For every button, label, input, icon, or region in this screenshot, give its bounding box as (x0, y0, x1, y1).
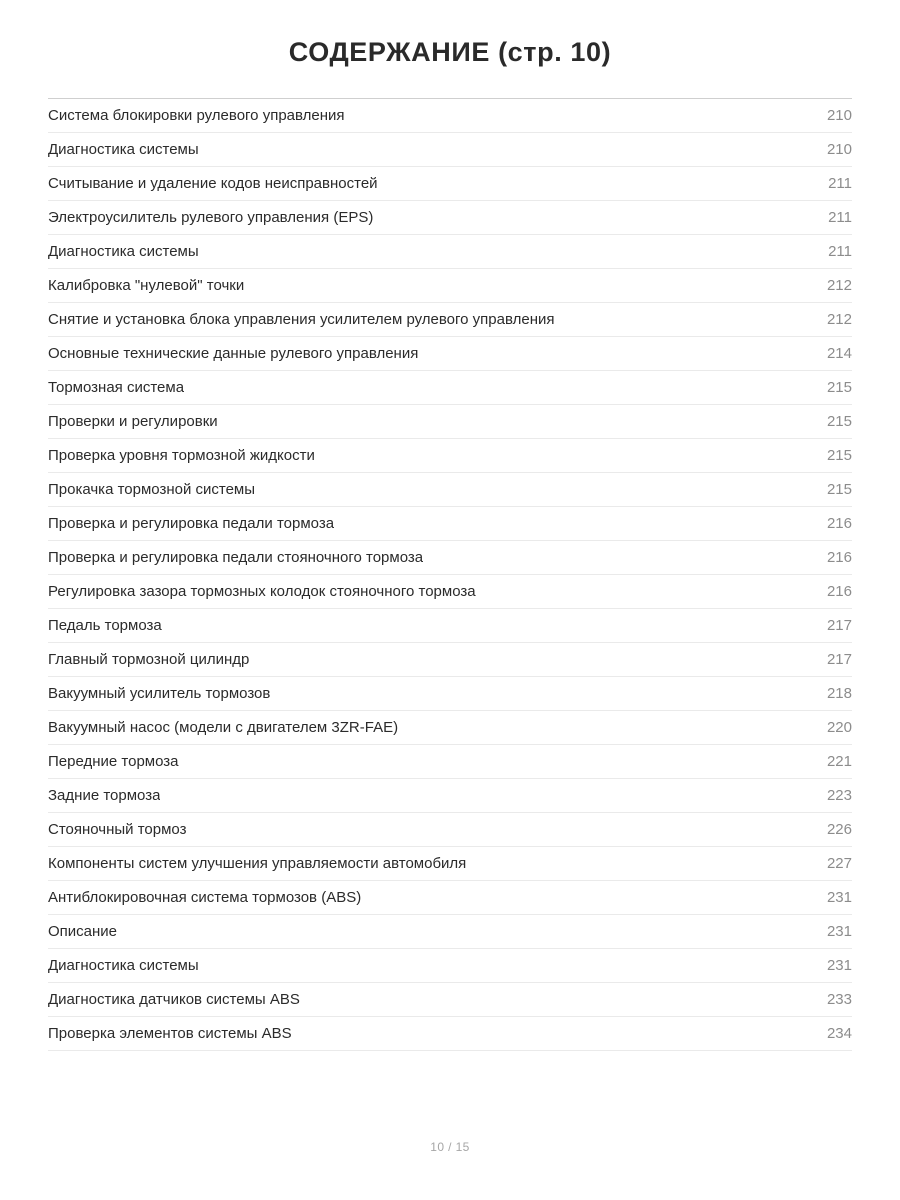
toc-entry-title: Прокачка тормозной системы (48, 480, 256, 498)
toc-entry-page-number: 217 (826, 616, 852, 634)
toc-entry-title: Диагностика системы (48, 242, 199, 260)
page-footer (0, 1138, 900, 1200)
toc-entry[interactable] (48, 847, 852, 881)
toc-entry-page-number: 234 (826, 1024, 852, 1042)
toc-entry-page-number: 216 (826, 548, 852, 566)
toc-entry-title: Основные технические данные рулевого управления (48, 344, 419, 362)
toc-entry[interactable] (48, 473, 852, 507)
toc-entry[interactable] (48, 167, 852, 201)
toc-entry[interactable] (48, 201, 852, 235)
toc-entry-page-number: 217 (826, 650, 852, 668)
toc-entry-title: Калибровка "нулевой" точки (48, 276, 245, 294)
toc-entry-title: Педаль тормоза (48, 616, 162, 634)
toc-entry-title: Считывание и удаление кодов неисправностей (48, 174, 378, 192)
toc-entry[interactable] (48, 99, 852, 133)
toc-entry-title: Вакуумный усилитель тормозов (48, 684, 271, 702)
toc-entry[interactable] (48, 235, 852, 269)
toc-entry-page-number: 210 (826, 140, 852, 158)
toc-entry-page-number: 210 (826, 106, 852, 124)
toc-entry-page-number: 212 (826, 276, 852, 294)
toc-entry-page-number: 211 (828, 174, 852, 192)
toc-entry-page-number: 211 (828, 242, 852, 260)
toc-entry[interactable] (48, 1017, 852, 1051)
toc-entry-page-number: 218 (826, 684, 852, 702)
toc-entry[interactable] (48, 269, 852, 303)
toc-entry[interactable] (48, 949, 852, 983)
toc-entry-page-number: 226 (826, 820, 852, 838)
toc-entry-page-number: 215 (826, 446, 852, 464)
toc-entry[interactable] (48, 371, 852, 405)
toc-entry-title: Диагностика системы (48, 140, 199, 158)
toc-entry-title: Диагностика датчиков системы ABS (48, 990, 300, 1008)
toc-entry-page-number: 216 (826, 514, 852, 532)
toc-entry[interactable] (48, 507, 852, 541)
toc-entry-title: Проверка уровня тормозной жидкости (48, 446, 315, 464)
toc-entry-title: Компоненты систем улучшения управляемости автомобиля (48, 854, 467, 872)
toc-entry[interactable] (48, 337, 852, 371)
toc-entry-page-number: 231 (826, 922, 852, 940)
toc-entry-title: Проверки и регулировки (48, 412, 218, 430)
toc-entry-title: Проверка и регулировка педали тормоза (48, 514, 335, 532)
toc-entry-title: Электроусилитель рулевого управления (EPS) (48, 208, 374, 226)
page-title: СОДЕРЖАНИЕ (стр. 10) (288, 37, 612, 67)
toc-entry-page-number: 211 (828, 208, 852, 226)
toc-entry[interactable] (48, 303, 852, 337)
toc-entry[interactable] (48, 439, 852, 473)
toc-entry-page-number: 212 (826, 310, 852, 328)
toc-entry[interactable] (48, 915, 852, 949)
toc-entry[interactable] (48, 711, 852, 745)
toc-entry[interactable] (48, 643, 852, 677)
toc-entry-page-number: 216 (826, 582, 852, 600)
toc-entry-title: Регулировка зазора тормозных колодок стояночного тормоза (48, 582, 476, 600)
toc-entry-page-number: 231 (826, 956, 852, 974)
toc-entry[interactable] (48, 983, 852, 1017)
toc-entry[interactable] (48, 541, 852, 575)
footer-pagination: 10 / 15 (430, 1140, 470, 1154)
toc-entry[interactable] (48, 405, 852, 439)
toc-entry-title: Проверка элементов системы ABS (48, 1024, 292, 1042)
toc-entry-page-number: 221 (826, 752, 852, 770)
toc-entry[interactable] (48, 609, 852, 643)
toc-list (0, 99, 900, 1051)
toc-entry-title: Описание (48, 922, 118, 940)
toc-entry-title: Стояночный тормоз (48, 820, 187, 838)
toc-entry-title: Диагностика системы (48, 956, 199, 974)
toc-entry-page-number: 215 (826, 412, 852, 430)
toc-entry[interactable] (48, 133, 852, 167)
toc-entry-title: Главный тормозной цилиндр (48, 650, 250, 668)
toc-entry-page-number: 214 (826, 344, 852, 362)
toc-entry[interactable] (48, 575, 852, 609)
toc-entry-page-number: 215 (826, 378, 852, 396)
toc-entry-title: Вакуумный насос (модели с двигателем 3ZR-FAE) (48, 718, 399, 736)
toc-entry-page-number: 223 (826, 786, 852, 804)
toc-entry-title: Система блокировки рулевого управления (48, 106, 345, 124)
toc-entry[interactable] (48, 881, 852, 915)
toc-entry-page-number: 233 (826, 990, 852, 1008)
toc-entry-title: Проверка и регулировка педали стояночного тормоза (48, 548, 424, 566)
toc-entry[interactable] (48, 745, 852, 779)
toc-entry-page-number: 227 (826, 854, 852, 872)
toc-entry-title: Задние тормоза (48, 786, 161, 804)
toc-entry[interactable] (48, 813, 852, 847)
toc-entry[interactable] (48, 677, 852, 711)
toc-entry-title: Антиблокировочная система тормозов (ABS) (48, 888, 362, 906)
toc-entry-page-number: 220 (826, 718, 852, 736)
toc-entry-page-number: 215 (826, 480, 852, 498)
toc-entry-page-number: 231 (826, 888, 852, 906)
toc-entry-title: Тормозная система (48, 378, 185, 396)
toc-entry-title: Снятие и установка блока управления усилителем рулевого управления (48, 310, 555, 328)
toc-entry[interactable] (48, 779, 852, 813)
toc-entry-title: Передние тормоза (48, 752, 179, 770)
